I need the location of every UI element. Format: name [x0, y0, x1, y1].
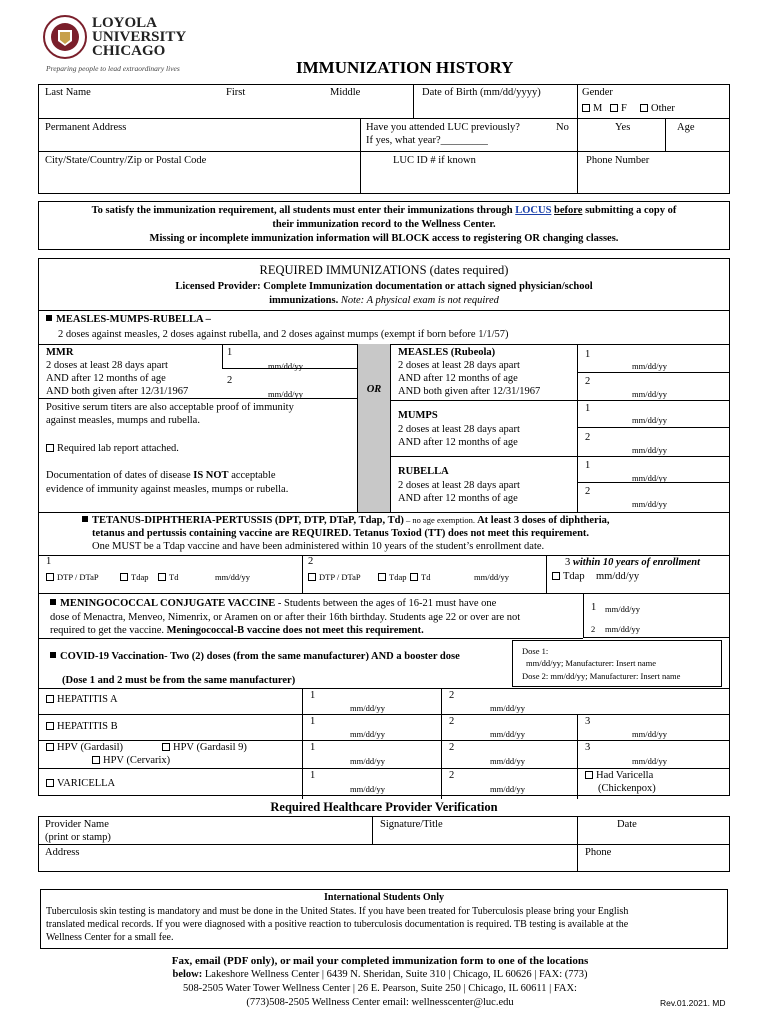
covid-dose-2-value[interactable]: Dose 2: mm/dd/yy; Manufacturer: Insert name — [522, 671, 681, 681]
checkbox-icon — [46, 743, 54, 751]
tdap-dose-2-td[interactable]: Td — [410, 572, 430, 582]
hepa-dose-2-date[interactable]: mm/dd/yy — [490, 703, 525, 713]
tdap-dose-1-tdap[interactable]: Tdap — [120, 572, 148, 582]
bullet-icon — [82, 516, 88, 522]
university-logo — [42, 14, 192, 76]
rubella-dose-2-number: 2 — [585, 486, 591, 497]
middle-name-label: Middle — [330, 87, 361, 98]
brand-name-line3: CHICAGO — [92, 43, 166, 59]
hepb-checkbox[interactable]: HEPATITIS B — [46, 721, 118, 732]
intl-line-3: Wellness Center for a small fee. — [46, 932, 174, 943]
hpv-cervarix-checkbox[interactable]: HPV (Cervarix) — [92, 755, 170, 766]
bullet-icon — [46, 315, 52, 321]
checkbox-icon — [46, 722, 54, 730]
mumps-dose-1-number: 1 — [585, 403, 591, 414]
intl-line-2: translated medical records. If you were diagnosed with a positive reaction to tuberculosis documentation is required. TB testing is available at the — [46, 919, 629, 930]
mmr-title: MMR — [46, 347, 74, 358]
university-seal-icon — [42, 14, 88, 60]
checkbox-icon — [308, 573, 316, 581]
mumps-dose-2-date[interactable]: mm/dd/yy — [632, 445, 667, 455]
mumps-rule-1: 2 doses at least 28 days apart — [398, 424, 520, 435]
checkbox-icon — [410, 573, 418, 581]
mening-dose-2-number: 2 — [591, 624, 596, 634]
permanent-address-label: Permanent Address — [45, 122, 127, 133]
first-name-label: First — [226, 87, 246, 98]
measles-rule-2: AND after 12 months of age — [398, 373, 518, 384]
provider-address-label: Address — [45, 847, 80, 858]
hpv-gardasil-checkbox[interactable]: HPV (Gardasil) — [46, 742, 123, 753]
provider-date-label: Date — [617, 819, 637, 830]
tdap-dose-1-number: 1 — [46, 556, 52, 567]
tdap-dose-3-tdap[interactable]: Tdap — [552, 571, 585, 582]
covid-dose-1-value[interactable]: mm/dd/yy; Manufacturer: Insert name — [526, 658, 657, 668]
mening-line-3: required to get the vaccine. Meningococcal-B vaccine does not meet this requirement. — [50, 625, 424, 636]
checkbox-icon — [162, 743, 170, 751]
hepb-dose-2-number: 2 — [449, 716, 455, 727]
tdap-heading-2: tetanus and pertussis containing vaccine are REQUIRED. Tetanus Toxiod (TT) does not meet this requirement. — [92, 528, 590, 539]
intl-line-1: Tuberculosis skin testing is mandatory and must be done in the United States. If you have been treated for Tuberculosis please bring your English — [46, 906, 629, 917]
tdap-heading-3: One MUST be a Tdap vaccine and have been administered within 10 years of the student’s enrollment date. — [92, 541, 545, 552]
varicella-dose-2-date[interactable]: mm/dd/yy — [490, 784, 525, 794]
disease-doc-line-1: Documentation of dates of disease IS NOT acceptable — [46, 470, 276, 481]
dob-label: Date of Birth (mm/dd/yyyy) — [422, 87, 541, 98]
intl-title: International Students Only — [323, 892, 445, 903]
mening-line-1: MENINGOCOCCAL CONJUGATE VACCINE - Students between the ages of 16-21 must have one — [50, 598, 496, 609]
rubella-title: RUBELLA — [398, 466, 449, 477]
bullet-icon — [50, 599, 56, 605]
mmr-dose-1-date[interactable]: mm/dd/yy — [268, 361, 303, 371]
checkbox-icon — [552, 572, 560, 580]
footer-line-2: below: Lakeshore Wellness Center | 6439 N. Sheridan, Suite 310 | Chicago, IL 60626 | FAX: (773) — [172, 969, 588, 980]
mmr-dose-1-number: 1 — [227, 347, 233, 358]
varicella-checkbox[interactable]: VARICELLA — [46, 778, 115, 789]
required-subtitle-2: immunizations. Note: A physical exam is not required — [269, 295, 499, 306]
attended-yes-option[interactable]: Yes — [615, 122, 631, 133]
titers-line-1: Positive serum titers are also acceptable proof of immunity — [46, 402, 294, 413]
hepa-dose-1-number: 1 — [310, 690, 316, 701]
mening-dose-1-date[interactable]: mm/dd/yy — [605, 604, 640, 614]
measles-dose-1-number: 1 — [585, 349, 591, 360]
covid-line-2: (Dose 1 and 2 must be from the same manufacturer) — [62, 675, 296, 686]
tdap-dose-2-date[interactable]: mm/dd/yy — [474, 572, 509, 582]
checkbox-icon — [46, 779, 54, 787]
tdap-dose-3-date[interactable]: mm/dd/yy — [596, 571, 640, 582]
mumps-dose-2-number: 2 — [585, 432, 591, 443]
disease-doc-line-2: evidence of immunity against measles, mumps or rubella. — [46, 484, 289, 495]
city-label: City/State/Country/Zip or Postal Code — [45, 155, 207, 166]
tdap-dose-1-date[interactable]: mm/dd/yy — [215, 572, 250, 582]
luc-id-label: LUC ID # if known — [393, 155, 476, 166]
provider-title: Required Healthcare Provider Verification — [270, 800, 498, 814]
mmr-dose-2-number: 2 — [227, 375, 233, 386]
checkbox-icon — [378, 573, 386, 581]
provider-phone-label: Phone — [585, 847, 612, 858]
had-varicella-checkbox[interactable]: Had Varicella — [585, 770, 653, 781]
hepb-dose-3-date[interactable]: mm/dd/yy — [632, 729, 667, 739]
lab-report-checkbox[interactable]: Required lab report attached. — [46, 443, 179, 454]
notice-line-3: Missing or incomplete immunization information will BLOCK access to registering OR changing classes. — [149, 233, 619, 244]
revision-label: Rev.01.2021. MD — [660, 998, 726, 1008]
brand-name-line2: UNIVERSITY — [92, 29, 187, 45]
attended-no-option[interactable]: No — [556, 122, 569, 133]
brand-tagline: Preparing people to lead extraordinary lives — [46, 64, 180, 73]
covid-dose-1-label: Dose 1: — [522, 646, 549, 656]
measles-dose-1-date[interactable]: mm/dd/yy — [632, 361, 667, 371]
measles-rule-1: 2 doses at least 28 days apart — [398, 360, 520, 371]
required-title: REQUIRED IMMUNIZATIONS (dates required) — [259, 263, 509, 277]
checkbox-icon — [610, 104, 618, 112]
bullet-icon — [50, 652, 56, 658]
tdap-dose-2-tdap[interactable]: Tdap — [378, 572, 406, 582]
gender-other-option[interactable]: Other — [640, 103, 675, 114]
tdap-dose-1-td[interactable]: Td — [158, 572, 178, 582]
measles-dose-2-number: 2 — [585, 376, 591, 387]
mmr-description: 2 doses against measles, 2 doses against rubella, and 2 doses against mumps (exempt if born before 1/1/57) — [58, 329, 509, 340]
or-label: OR — [366, 384, 382, 395]
checkbox-icon — [46, 444, 54, 452]
age-label: Age — [677, 122, 695, 133]
measles-rule-3: AND both given after 12/31/1967 — [398, 386, 541, 397]
hepb-dose-2-date[interactable]: mm/dd/yy — [490, 729, 525, 739]
gender-f-option[interactable]: F — [610, 103, 627, 114]
titers-line-2: against measles, mumps and rubella. — [46, 415, 200, 426]
had-varicella-sub: (Chickenpox) — [598, 783, 656, 794]
hepb-dose-3-number: 3 — [585, 716, 591, 727]
covid-line-1: COVID-19 Vaccination- Two (2) doses (from the same manufacturer) AND a booster dose — [50, 651, 460, 662]
hepb-dose-1-date[interactable]: mm/dd/yy — [350, 729, 385, 739]
hepa-checkbox[interactable]: HEPATITIS A — [46, 694, 118, 705]
locus-link[interactable]: LOCUS — [515, 205, 552, 216]
tdap-dose-2-number: 2 — [308, 556, 314, 567]
provider-name-sub: (print or stamp) — [45, 832, 111, 843]
rubella-rule-2: AND after 12 months of age — [398, 493, 518, 504]
attended-question: Have you attended LUC previously? — [366, 122, 520, 133]
gender-m-option[interactable]: M — [582, 103, 602, 114]
varicella-dose-1-date[interactable]: mm/dd/yy — [350, 784, 385, 794]
hpv-dose-2-date[interactable]: mm/dd/yy — [490, 756, 525, 766]
rubella-rule-1: 2 doses at least 28 days apart — [398, 480, 520, 491]
mening-line-2: dose of Menactra, Menveo, Nimenrix, or Aramen on or after their 16th birthday. Students age 22 or over are not — [50, 612, 521, 623]
brand-name-line1: LOYOLA — [92, 15, 158, 31]
checkbox-icon — [158, 573, 166, 581]
tdap-heading-1: TETANUS-DIPHTHERIA-PERTUSSIS (DPT, DTP, DTaP, Tdap, Td) – no age exemption. At least 3 doses of diphtheria, — [82, 515, 610, 526]
tdap-dose-3-heading: 3 within 10 years of enrollment — [565, 557, 701, 568]
checkbox-icon — [582, 104, 590, 112]
phone-label: Phone Number — [586, 155, 650, 166]
mumps-rule-2: AND after 12 months of age — [398, 437, 518, 448]
varicella-dose-1-number: 1 — [310, 770, 316, 781]
or-divider — [357, 344, 391, 512]
hepa-dose-2-number: 2 — [449, 690, 455, 701]
mmr-heading: MEASLES-MUMPS-RUBELLA – — [46, 314, 211, 325]
measles-dose-2-date[interactable]: mm/dd/yy — [632, 389, 667, 399]
mumps-title: MUMPS — [398, 410, 438, 421]
notice-line-1: To satisfy the immunization requirement, all students must enter their immunizations through LOCUS before submitting a copy of — [91, 205, 677, 216]
checkbox-icon — [640, 104, 648, 112]
attended-year-field[interactable]: If yes, what year?_________ — [366, 135, 488, 146]
mmr-rule-2: AND after 12 months of age — [46, 373, 166, 384]
footer-line-4: (773)508-2505 Wellness Center email: wellnesscenter@luc.edu — [246, 997, 514, 1008]
footer-line-3: 508-2505 Water Tower Wellness Center | 26 E. Pearson, Suite 250 | Chicago, IL 60611 | FAX: — [183, 983, 577, 994]
mmr-rule-3: AND both given after 12/31/1967 — [46, 386, 189, 397]
mumps-dose-1-date[interactable]: mm/dd/yy — [632, 415, 667, 425]
hepa-dose-1-date[interactable]: mm/dd/yy — [350, 703, 385, 713]
footer-line-1: Fax, email (PDF only), or mail your completed immunization form to one of the locations — [171, 955, 589, 967]
notice-line-2: their immunization record to the Wellness Center. — [272, 219, 496, 230]
hpv-dose-1-number: 1 — [310, 742, 316, 753]
required-subtitle-1: Licensed Provider: Complete Immunization documentation or attach signed physician/school — [175, 281, 593, 292]
checkbox-icon — [92, 756, 100, 764]
rubella-dose-2-date[interactable]: mm/dd/yy — [632, 499, 667, 509]
hpv-gardasil9-checkbox[interactable]: HPV (Gardasil 9) — [162, 742, 247, 753]
hpv-dose-2-number: 2 — [449, 742, 455, 753]
hepb-dose-1-number: 1 — [310, 716, 316, 727]
provider-name-label: Provider Name — [45, 819, 109, 830]
checkbox-icon — [46, 573, 54, 581]
rubella-dose-1-number: 1 — [585, 460, 591, 471]
hpv-dose-3-date[interactable]: mm/dd/yy — [632, 756, 667, 766]
measles-title: MEASLES (Rubeola) — [398, 347, 496, 358]
last-name-label: Last Name — [45, 87, 91, 98]
hpv-dose-3-number: 3 — [585, 742, 591, 753]
rubella-dose-1-date[interactable]: mm/dd/yy — [632, 473, 667, 483]
gender-label: Gender — [582, 87, 613, 98]
form-title: IMMUNIZATION HISTORY — [296, 58, 514, 77]
mening-dose-2-date[interactable]: mm/dd/yy — [605, 624, 640, 634]
mmr-dose-2-date[interactable]: mm/dd/yy — [268, 389, 303, 399]
varicella-dose-2-number: 2 — [449, 770, 455, 781]
checkbox-icon — [585, 771, 593, 779]
tdap-dose-2-dtp[interactable]: DTP / DTaP — [308, 572, 361, 582]
tdap-dose-1-dtp[interactable]: DTP / DTaP — [46, 572, 99, 582]
hpv-dose-1-date[interactable]: mm/dd/yy — [350, 756, 385, 766]
signature-label: Signature/Title — [380, 819, 443, 830]
checkbox-icon — [46, 695, 54, 703]
checkbox-icon — [120, 573, 128, 581]
mening-dose-1-number: 1 — [591, 602, 597, 613]
mmr-rule-1: 2 doses at least 28 days apart — [46, 360, 168, 371]
